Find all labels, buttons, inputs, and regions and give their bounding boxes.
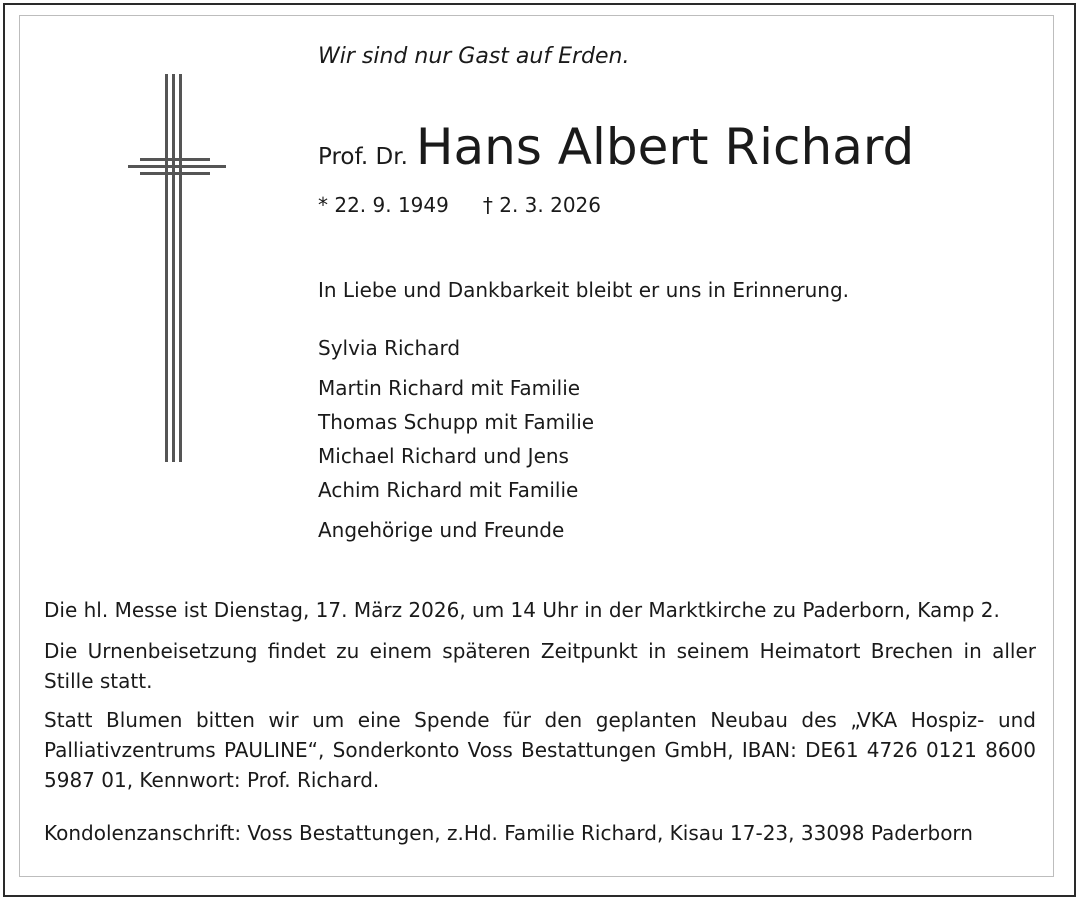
mourner: Achim Richard mit Familie	[318, 478, 579, 502]
condolence-address: Kondolenzanschrift: Voss Bestattungen, z.Hd. Familie Richard, Kisau 17-23, 33098 Paderborn	[44, 821, 973, 845]
cross-icon	[120, 70, 230, 465]
deceased-title: Prof. Dr.	[318, 144, 408, 170]
mass-info: Die hl. Messe ist Dienstag, 17. März 2026, um 14 Uhr in der Marktkirche zu Paderborn, Kamp 2.	[44, 598, 1000, 622]
birth-date: * 22. 9. 1949	[318, 193, 449, 217]
mourner: Michael Richard und Jens	[318, 444, 569, 468]
mourner: Sylvia Richard	[318, 336, 461, 360]
donation-info: Statt Blumen bitten wir um eine Spende für den geplanten Neubau des „VKA Hospiz- und Palliativzentrums PAULINE“, Sonderkonto Voss Bestattungen GmbH, IBAN: DE61 4726 0121 8600 5987 01, Kennwort: Prof. Richard.	[44, 708, 1036, 792]
deceased-name-line	[318, 118, 914, 176]
tribute-text: In Liebe und Dankbarkeit bleibt er uns in Erinnerung.	[318, 278, 850, 302]
mourner: Martin Richard mit Familie	[318, 376, 581, 400]
life-dates	[318, 193, 601, 217]
mourner: Thomas Schupp mit Familie	[318, 410, 595, 434]
deceased-name: Hans Albert Richard	[415, 118, 915, 176]
burial-info: Die Urnenbeisetzung findet zu einem späteren Zeitpunkt in seinem Heimatort Brechen in aller Stille statt.	[44, 639, 1036, 693]
mourner: Angehörige und Freunde	[318, 518, 565, 542]
mourners-list	[318, 331, 594, 547]
death-date: † 2. 3. 2026	[482, 193, 601, 217]
motto: Wir sind nur Gast auf Erden.	[318, 44, 630, 69]
